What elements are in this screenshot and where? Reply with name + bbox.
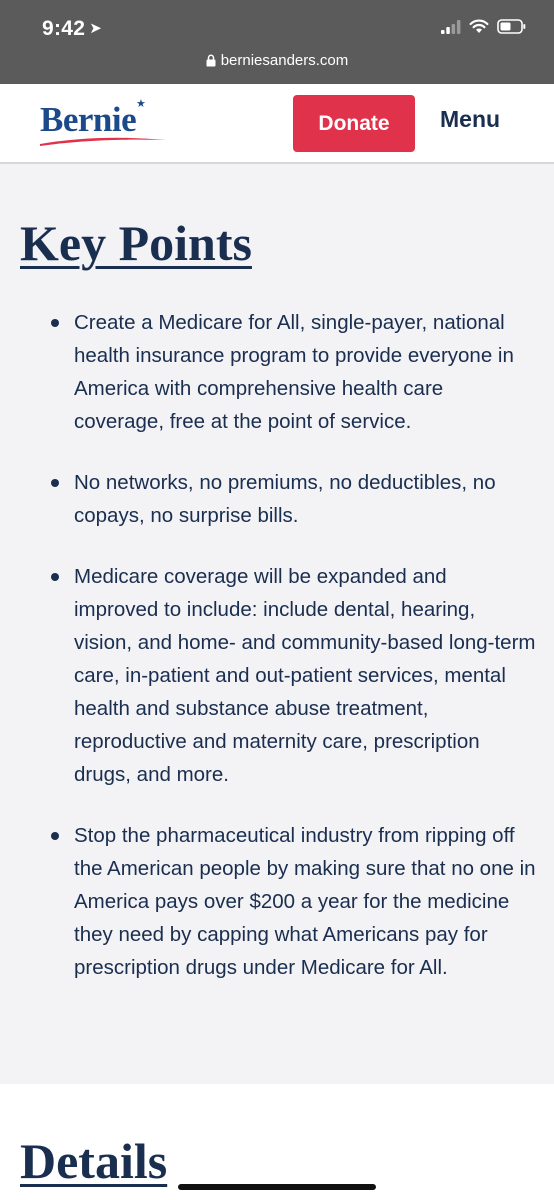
logo-text: Bernie: [40, 100, 137, 139]
key-point-item: Create a Medicare for All, single-payer, national health insurance program to provide everyone in America with comprehensive health care coverage, free at the point of service.: [0, 306, 554, 438]
home-indicator[interactable]: [178, 1184, 376, 1190]
url-text: berniesanders.com: [220, 52, 349, 69]
key-points-section: [0, 164, 554, 1084]
key-point-item: Medicare coverage will be expanded and improved to include: include dental, hearing, vision, and home- and community-based long-term care, in-patient and out-patient services, mental health and substance abuse treatment, reproductive and maternity care, prescription drugs, and more.: [0, 560, 554, 791]
menu-button[interactable]: Menu: [440, 106, 501, 132]
signal-icon: [441, 20, 461, 34]
key-point-item: Stop the pharmaceutical industry from ripping off the American people by making sure that no one in America pays over $200 a year for the medicine they need by capping what Americans pay for prescription drugs under Medicare for All.: [0, 819, 554, 984]
donate-button[interactable]: Donate: [293, 95, 415, 152]
browser-chrome: [0, 0, 554, 84]
key-point-item: No networks, no premiums, no deductibles, no copays, no surprise bills.: [0, 466, 554, 532]
location-arrow-icon: ➤: [89, 20, 103, 37]
status-time: [42, 17, 102, 41]
url-bar[interactable]: [0, 52, 554, 69]
logo-swoosh-icon: [38, 135, 168, 147]
details-heading: Details: [20, 1133, 168, 1189]
wifi-icon: [469, 19, 489, 34]
clock: 9:42: [42, 17, 86, 40]
bernie-logo[interactable]: [38, 100, 170, 148]
status-icons: [441, 19, 526, 34]
star-icon: ★: [136, 98, 146, 110]
site-header: [0, 84, 554, 164]
key-points-list: [0, 306, 554, 1012]
details-section: [0, 1084, 554, 1200]
battery-icon: [497, 19, 526, 34]
key-points-heading: Key Points: [20, 215, 252, 271]
lock-icon: [206, 54, 216, 67]
